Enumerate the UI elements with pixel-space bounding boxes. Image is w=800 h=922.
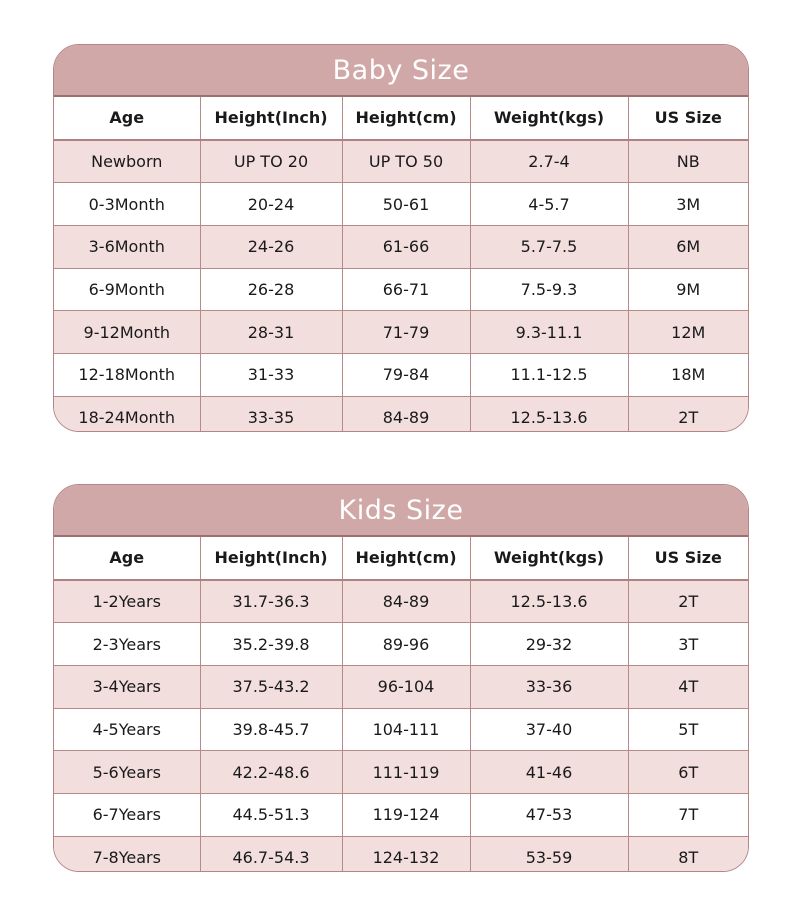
- cell-height-cm: 79-84: [342, 354, 470, 397]
- cell-weight-kgs: 33-36: [470, 666, 628, 709]
- cell-height-cm: 119-124: [342, 794, 470, 837]
- cell-us-size: 4T: [628, 666, 748, 709]
- header-us-size: US Size: [628, 97, 748, 140]
- cell-weight-kgs: 11.1-12.5: [470, 354, 628, 397]
- cell-us-size: 12M: [628, 311, 748, 354]
- table-row: [54, 836, 748, 872]
- cell-height-inch: UP TO 20: [200, 140, 342, 183]
- table-row: [54, 666, 748, 709]
- header-height-inch: Height(Inch): [200, 537, 342, 580]
- cell-us-size: 9M: [628, 268, 748, 311]
- kids-size-table: [54, 537, 748, 872]
- header-height-inch: Height(Inch): [200, 97, 342, 140]
- cell-weight-kgs: 47-53: [470, 794, 628, 837]
- cell-weight-kgs: 9.3-11.1: [470, 311, 628, 354]
- table-header-row: [54, 97, 748, 140]
- cell-us-size: 7T: [628, 794, 748, 837]
- cell-age: 7-8Years: [54, 836, 200, 872]
- cell-height-inch: 37.5-43.2: [200, 666, 342, 709]
- cell-height-cm: 61-66: [342, 226, 470, 269]
- cell-height-cm: 50-61: [342, 183, 470, 226]
- table-row: [54, 140, 748, 183]
- header-height-cm: Height(cm): [342, 537, 470, 580]
- table-row: [54, 708, 748, 751]
- cell-weight-kgs: 4-5.7: [470, 183, 628, 226]
- baby-size-table: [54, 97, 748, 432]
- cell-age: 3-6Month: [54, 226, 200, 269]
- cell-age: 6-7Years: [54, 794, 200, 837]
- header-age: Age: [54, 537, 200, 580]
- cell-age: Newborn: [54, 140, 200, 183]
- cell-us-size: 2T: [628, 580, 748, 623]
- cell-age: 9-12Month: [54, 311, 200, 354]
- cell-us-size: 2T: [628, 396, 748, 432]
- cell-height-inch: 24-26: [200, 226, 342, 269]
- cell-age: 12-18Month: [54, 354, 200, 397]
- header-us-size: US Size: [628, 537, 748, 580]
- cell-weight-kgs: 7.5-9.3: [470, 268, 628, 311]
- baby-size-chart: [53, 44, 749, 432]
- cell-weight-kgs: 37-40: [470, 708, 628, 751]
- cell-us-size: 8T: [628, 836, 748, 872]
- cell-weight-kgs: 41-46: [470, 751, 628, 794]
- header-age: Age: [54, 97, 200, 140]
- cell-age: 3-4Years: [54, 666, 200, 709]
- cell-us-size: 6M: [628, 226, 748, 269]
- table-row: [54, 751, 748, 794]
- cell-height-inch: 31-33: [200, 354, 342, 397]
- table-row: [54, 396, 748, 432]
- cell-height-inch: 20-24: [200, 183, 342, 226]
- cell-height-inch: 31.7-36.3: [200, 580, 342, 623]
- cell-height-cm: 84-89: [342, 580, 470, 623]
- table-header-row: [54, 537, 748, 580]
- cell-us-size: 18M: [628, 354, 748, 397]
- table-row: [54, 580, 748, 623]
- cell-us-size: 5T: [628, 708, 748, 751]
- cell-age: 5-6Years: [54, 751, 200, 794]
- cell-weight-kgs: 53-59: [470, 836, 628, 872]
- table-row: [54, 354, 748, 397]
- cell-height-inch: 35.2-39.8: [200, 623, 342, 666]
- table-row: [54, 268, 748, 311]
- cell-height-inch: 42.2-48.6: [200, 751, 342, 794]
- cell-weight-kgs: 12.5-13.6: [470, 580, 628, 623]
- cell-us-size: NB: [628, 140, 748, 183]
- header-weight-kgs: Weight(kgs): [470, 537, 628, 580]
- table-row: [54, 623, 748, 666]
- kids-size-chart: [53, 484, 749, 872]
- cell-age: 2-3Years: [54, 623, 200, 666]
- cell-height-cm: 104-111: [342, 708, 470, 751]
- table-row: [54, 226, 748, 269]
- cell-height-inch: 39.8-45.7: [200, 708, 342, 751]
- cell-height-cm: 124-132: [342, 836, 470, 872]
- table-row: [54, 311, 748, 354]
- header-height-cm: Height(cm): [342, 97, 470, 140]
- baby-size-title: Baby Size: [54, 45, 748, 97]
- cell-weight-kgs: 5.7-7.5: [470, 226, 628, 269]
- cell-height-cm: 71-79: [342, 311, 470, 354]
- cell-height-inch: 26-28: [200, 268, 342, 311]
- kids-size-title: Kids Size: [54, 485, 748, 537]
- cell-height-cm: 111-119: [342, 751, 470, 794]
- header-weight-kgs: Weight(kgs): [470, 97, 628, 140]
- cell-age: 1-2Years: [54, 580, 200, 623]
- cell-height-cm: 89-96: [342, 623, 470, 666]
- cell-weight-kgs: 29-32: [470, 623, 628, 666]
- cell-height-inch: 44.5-51.3: [200, 794, 342, 837]
- cell-height-inch: 33-35: [200, 396, 342, 432]
- cell-height-cm: 96-104: [342, 666, 470, 709]
- cell-height-cm: 66-71: [342, 268, 470, 311]
- table-row: [54, 794, 748, 837]
- cell-weight-kgs: 2.7-4: [470, 140, 628, 183]
- cell-us-size: 3M: [628, 183, 748, 226]
- cell-age: 4-5Years: [54, 708, 200, 751]
- cell-height-cm: UP TO 50: [342, 140, 470, 183]
- cell-height-inch: 46.7-54.3: [200, 836, 342, 872]
- cell-age: 18-24Month: [54, 396, 200, 432]
- cell-age: 0-3Month: [54, 183, 200, 226]
- cell-us-size: 3T: [628, 623, 748, 666]
- cell-height-cm: 84-89: [342, 396, 470, 432]
- cell-height-inch: 28-31: [200, 311, 342, 354]
- cell-us-size: 6T: [628, 751, 748, 794]
- cell-weight-kgs: 12.5-13.6: [470, 396, 628, 432]
- cell-age: 6-9Month: [54, 268, 200, 311]
- table-row: [54, 183, 748, 226]
